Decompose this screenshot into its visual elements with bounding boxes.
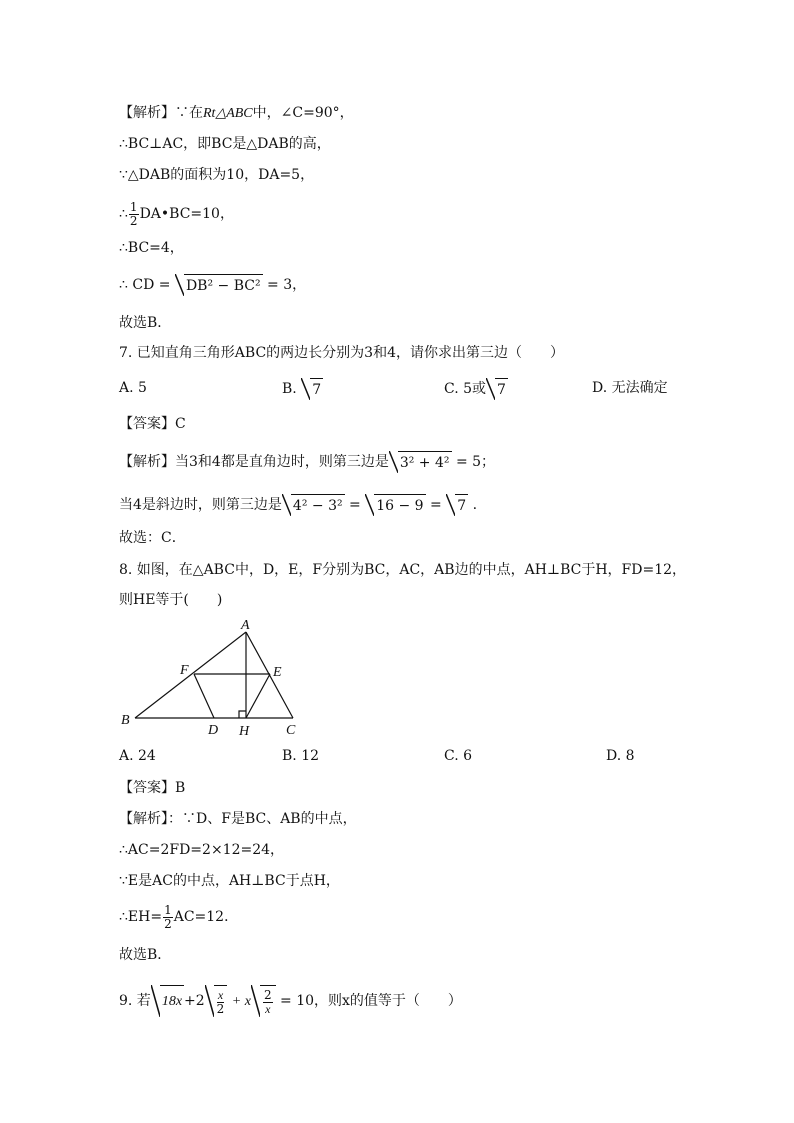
q6-solution-line1 [119, 103, 354, 124]
text: ∴ CD = [119, 277, 171, 293]
q7-choose: 故选：C． [119, 530, 186, 546]
label-b: B [121, 713, 130, 728]
label-e: E [273, 665, 282, 680]
segment-fd [194, 674, 214, 718]
text: 9. 若 [119, 993, 151, 1009]
fraction [129, 201, 139, 228]
text: ∴ [119, 206, 128, 222]
sqrt [151, 985, 184, 1017]
radicand: 3² + 4² [398, 451, 452, 473]
fraction [217, 989, 225, 1016]
label-d: D [208, 723, 219, 738]
sqrt [251, 985, 276, 1017]
text: B. [282, 381, 297, 397]
fraction [163, 904, 173, 931]
sqrt [282, 494, 345, 516]
text: 当4是斜边时，则第三边是 [119, 497, 282, 513]
text: AC=12． [173, 909, 239, 925]
q8-solution-line2: ∴AC=2FD=2×12=24， [119, 842, 285, 858]
radicand: DB² − BC² [184, 274, 263, 296]
text: = [349, 497, 361, 513]
radicand: 7 [310, 378, 323, 400]
text: = 3， [267, 277, 307, 293]
radicand: 7 [455, 494, 468, 516]
sqrt [301, 378, 323, 400]
sqrt [486, 378, 508, 400]
text: = [430, 497, 442, 513]
sqrt [175, 274, 263, 296]
q9-stem [119, 985, 462, 1017]
sqrt [205, 985, 228, 1017]
text: + x [231, 994, 251, 1009]
sqrt [365, 494, 425, 516]
q6-solution-line6 [119, 274, 306, 296]
segment-he [246, 674, 270, 718]
radicand: 4² − 3² [291, 494, 345, 516]
q8-option-d: D. 8 [606, 748, 635, 764]
q6-solution-line7: 故选B． [119, 315, 172, 331]
q8-solution-line1: 【解析】：∵D、F是BC、AB的中点， [119, 811, 357, 827]
denominator: 2 [164, 916, 172, 931]
label-c: C [286, 723, 296, 738]
text: 【解析】∵在 [119, 105, 203, 121]
q7-option-a: A. 5 [119, 380, 147, 396]
q8-stem-line1: 8. 如图，在△ABC中，D，E，F分别为BC，AC，AB边的中点，AH⊥BC于H，FD=12， [119, 562, 687, 578]
text: C. 5或 [444, 381, 487, 397]
text: = 5； [455, 454, 496, 470]
q8-option-c: C. 6 [444, 748, 473, 764]
q8-option-b: B. 12 [282, 748, 320, 764]
radicand: 7 [495, 378, 508, 400]
q7-solution-line2 [119, 494, 477, 516]
label-h: H [239, 724, 250, 739]
text: = 10，则x的值等于（ ） [280, 993, 462, 1009]
text: ∴EH= [119, 909, 163, 925]
side-ab [135, 632, 246, 718]
text: +2 [184, 993, 205, 1009]
q8-stem-line2: 则HE等于( ) [119, 592, 223, 608]
denominator: 2 [216, 1001, 225, 1016]
radicand: 16 − 9 [374, 494, 425, 516]
label-f: F [180, 663, 189, 678]
q8-option-a: A. 24 [119, 748, 156, 764]
q7-option-d: D. 无法确定 [592, 380, 668, 396]
q6-solution-line4 [119, 200, 234, 228]
numerator: 2 [263, 987, 272, 1002]
q7-option-c [444, 378, 508, 400]
denominator: 2 [129, 213, 138, 228]
numerator: 1 [129, 199, 138, 214]
q7-answer: 【答案】C [119, 416, 186, 432]
q6-solution-line5: ∴BC=4， [119, 240, 184, 256]
fraction [263, 989, 273, 1016]
q8-solution-line4 [119, 903, 238, 931]
right-angle-mark [239, 711, 246, 718]
q7-solution-line1 [119, 451, 495, 473]
radicand: 18x [160, 985, 184, 1017]
numerator: 1 [164, 902, 172, 917]
q8-figure [110, 612, 320, 742]
numerator: x [217, 987, 224, 1002]
q6-solution-line3: ∵△DAB的面积为10，DA=5， [119, 167, 315, 183]
sqrt [389, 451, 452, 473]
sqrt [446, 494, 468, 516]
label-a: A [241, 618, 250, 633]
q6-solution-line2: ∴BC⊥AC，即BC是△DAB的高， [119, 136, 331, 152]
q7-stem: 7. 已知直角三角形ABC的两边长分别为3和4，请你求出第三边（ ） [119, 345, 564, 361]
q8-choose: 故选B． [119, 947, 172, 963]
text: 中，∠C=90°， [252, 105, 354, 121]
q8-solution-line3: ∵E是AC的中点，AH⊥BC于点H， [119, 873, 340, 889]
q7-option-b [282, 378, 323, 400]
denominator: x [265, 1001, 271, 1016]
text: DA•BC=10， [139, 206, 234, 222]
text: . [472, 497, 478, 513]
text-math: Rt△ABC [203, 106, 253, 121]
text: 【解析】当3和4都是直角边时，则第三边是 [119, 454, 389, 470]
q8-answer: 【答案】B [119, 780, 186, 796]
